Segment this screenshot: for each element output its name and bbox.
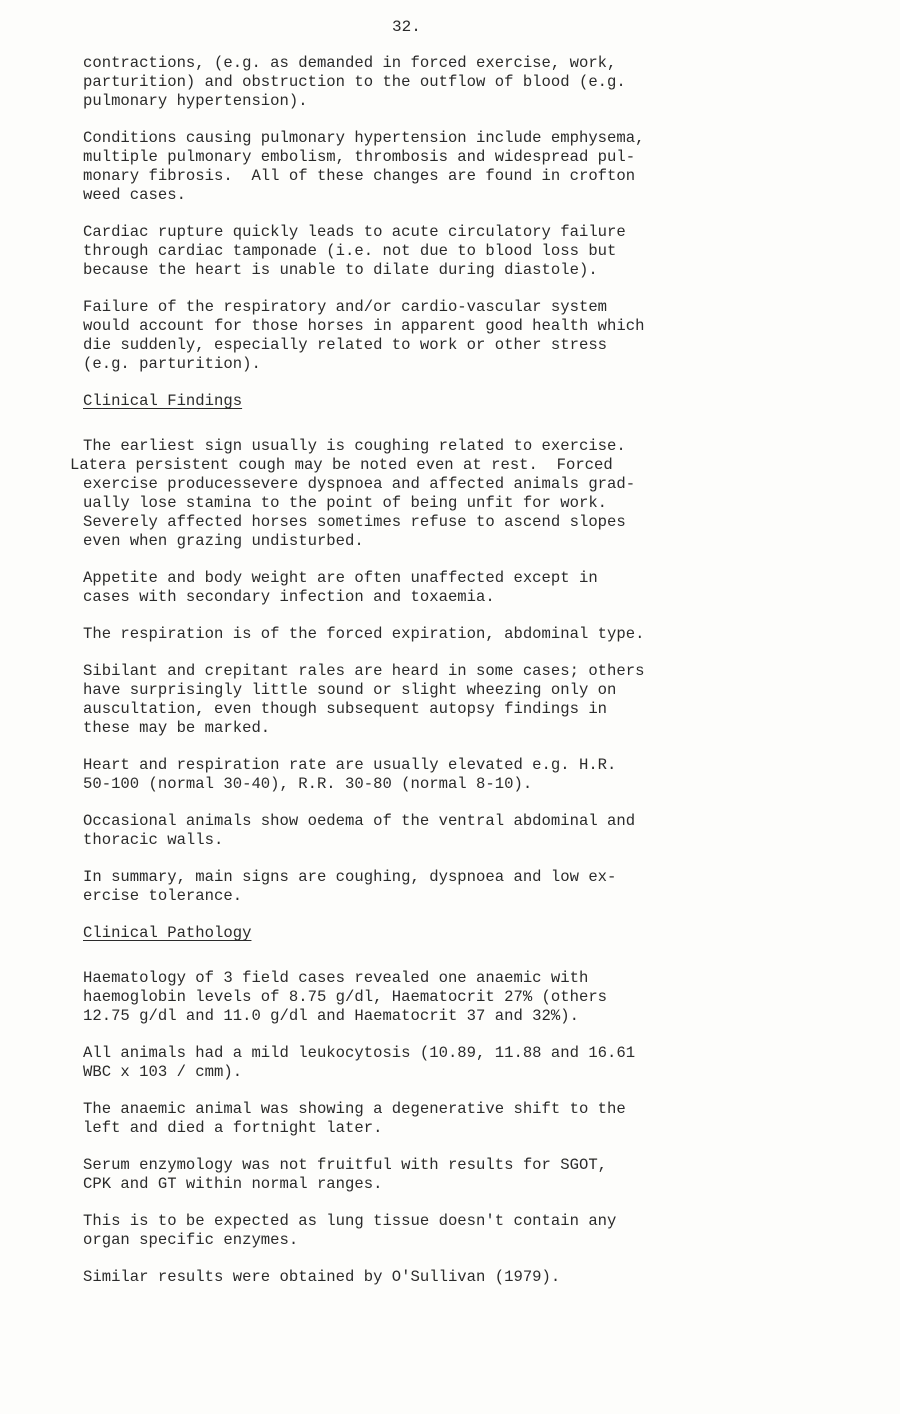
paragraph xyxy=(83,298,803,374)
text-line: 50-100 (normal 30-40), R.R. 30-80 (normal 8-10). xyxy=(83,775,533,793)
text-line: In summary, main signs are coughing, dyspnoea and low ex- xyxy=(83,868,617,886)
paragraph xyxy=(83,756,803,794)
paragraph xyxy=(83,129,803,205)
text-line: The anaemic animal was showing a degenerative shift to the xyxy=(83,1100,626,1118)
text-line: The respiration is of the forced expiration, abdominal type. xyxy=(83,625,645,643)
text-line: WBC x 103 / cmm). xyxy=(83,1063,243,1081)
text-line: All animals had a mild leukocytosis (10.89, 11.88 and 16.61 xyxy=(83,1044,636,1062)
text-line: organ specific enzymes. xyxy=(83,1231,299,1249)
text-line: would account for those horses in apparent good health which xyxy=(83,317,645,335)
text-line: Occasional animals show oedema of the ventral abdominal and xyxy=(83,812,636,830)
text-line: Latera persistent cough may be noted even at rest. Forced xyxy=(70,456,613,474)
text-line: Haematology of 3 field cases revealed one anaemic with xyxy=(83,969,589,987)
text-line: Appetite and body weight are often unaffected except in xyxy=(83,569,598,587)
text-line: Failure of the respiratory and/or cardio-vascular system xyxy=(83,298,608,316)
paragraph xyxy=(83,54,803,111)
paragraph xyxy=(83,1156,803,1194)
page-number: 32. xyxy=(392,18,421,36)
paragraph xyxy=(83,569,803,607)
text-line: Serum enzymology was not fruitful with results for SGOT, xyxy=(83,1156,608,1174)
text-line: have surprisingly little sound or slight wheezing only on xyxy=(83,681,617,699)
text-line: haemoglobin levels of 8.75 g/dl, Haematocrit 27% (others xyxy=(83,988,608,1006)
text-line: Similar results were obtained by O'Sullivan (1979). xyxy=(83,1268,561,1286)
paragraph xyxy=(83,662,803,738)
section-heading: Clinical Findings xyxy=(83,392,243,410)
text-line: pulmonary hypertension). xyxy=(83,92,308,110)
paragraph xyxy=(83,1268,803,1287)
text-line: auscultation, even though subsequent autopsy findings in xyxy=(83,700,608,718)
text-line: Heart and respiration rate are usually elevated e.g. H.R. xyxy=(83,756,617,774)
text-line: parturition) and obstruction to the outflow of blood (e.g. xyxy=(83,73,626,91)
text-line: left and died a fortnight later. xyxy=(83,1119,383,1137)
text-line: Sibilant and crepitant rales are heard in some cases; others xyxy=(83,662,645,680)
text-line: Conditions causing pulmonary hypertension include emphysema, xyxy=(83,129,645,147)
text-line: 12.75 g/dl and 11.0 g/dl and Haematocrit 37 and 32%). xyxy=(83,1007,579,1025)
text-line: because the heart is unable to dilate during diastole). xyxy=(83,261,598,279)
paragraph xyxy=(83,1212,803,1250)
paragraph xyxy=(83,812,803,850)
text-line: (e.g. parturition). xyxy=(83,355,261,373)
text-line: CPK and GT within normal ranges. xyxy=(83,1175,383,1193)
text-line: ercise tolerance. xyxy=(83,887,243,905)
text-line: these may be marked. xyxy=(83,719,271,737)
text-line: This is to be expected as lung tissue doesn't contain any xyxy=(83,1212,617,1230)
text-line: monary fibrosis. All of these changes are found in crofton xyxy=(83,167,636,185)
text-line: through cardiac tamponade (i.e. not due to blood loss but xyxy=(83,242,617,260)
paragraph xyxy=(83,223,803,280)
text-line: The earliest sign usually is coughing related to exercise. xyxy=(83,437,626,455)
text-line: even when grazing undisturbed. xyxy=(83,532,364,550)
paragraph xyxy=(83,1044,803,1082)
text-line: Cardiac rupture quickly leads to acute circulatory failure xyxy=(83,223,626,241)
text-line: exercise producessevere dyspnoea and affected animals grad- xyxy=(83,475,636,493)
paragraph xyxy=(70,437,803,551)
text-line: ually lose stamina to the point of being unfit for work. xyxy=(83,494,608,512)
paragraph xyxy=(83,625,803,644)
text-line: thoracic walls. xyxy=(83,831,224,849)
paragraph xyxy=(83,868,803,906)
text-line: weed cases. xyxy=(83,186,186,204)
text-line: multiple pulmonary embolism, thrombosis and widespread pul- xyxy=(83,148,636,166)
text-line: cases with secondary infection and toxaemia. xyxy=(83,588,495,606)
document-body xyxy=(70,54,803,1305)
text-line: contractions, (e.g. as demanded in forced exercise, work, xyxy=(83,54,617,72)
paragraph xyxy=(83,1100,803,1138)
text-line: die suddenly, especially related to work or other stress xyxy=(83,336,608,354)
text-line: Severely affected horses sometimes refuse to ascend slopes xyxy=(83,513,626,531)
section-heading: Clinical Pathology xyxy=(83,924,252,942)
paragraph xyxy=(83,969,803,1026)
